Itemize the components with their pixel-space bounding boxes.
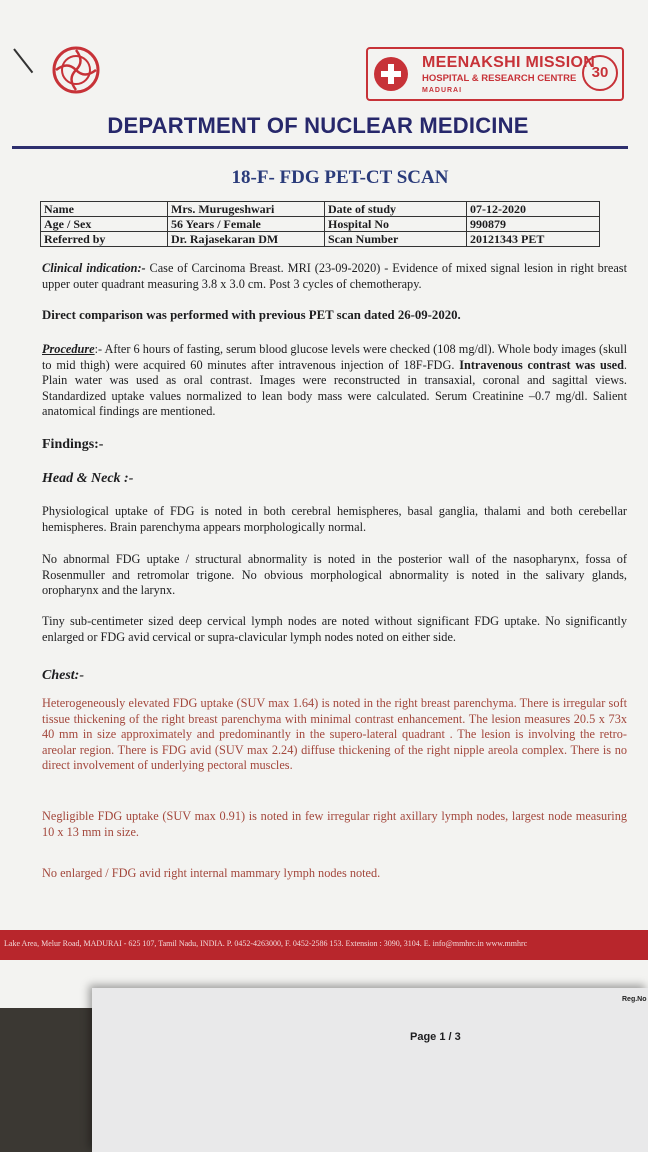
background-surface [0,1008,92,1152]
procedure-text-2: . Plain water was used as oral contrast. Images were reconstructed in transaxial, coronal and sagittal views. Standardized uptake values normalized to lean body mass were calculated. Serum Creatinine –0.7 mg/dl. Salient anatomical findings are mentioned. [42,357,627,418]
head-neck-para-3: Tiny sub-centimeter sized deep cervical lymph nodes are noted without significant FDG uptake. No significantly enlarged or FDG avid cervical or supra-clavicular lymph nodes noted on either side. [42,614,627,644]
hospital-label: Hospital No [325,217,467,232]
hospital-emblem-icon [50,44,102,96]
footer-address: Lake Area, Melur Road, MADURAI - 625 107, Tamil Nadu, INDIA. P. 0452-4263000, F. 0452-2586 153. Extension : 3090, 3104. E. info@mmhrc.in www.mmhrc [4,939,528,948]
head-neck-para-2: No abnormal FDG uptake / structural abnormality is noted in the posterior wall of the nasopharynx, fossa of Rosenmuller and retromolar trigone. No obvious morphological abnormality is noted in the salivary glands, oropharynx and the larynx. [42,552,627,597]
brand-city: MADURAI [422,87,463,94]
pen-mark [13,48,33,73]
chest-para-2: Negligible FDG uptake (SUV max 0.91) is noted in few irregular right axillary lymph nodes, largest node measuring 10 x 13 mm in size. [42,809,627,839]
head-neck-heading: Head & Neck :- [42,471,134,486]
clinical-indication [42,261,627,292]
head-neck-para-1: Physiological uptake of FDG is noted in both cerebral hemispheres, basal ganglia, thalami and both cerebellar hemispheres. Brain parenchyma appears morphologically normal. [42,504,627,534]
name-label: Name [41,202,168,217]
scan-number: 20121343 PET [467,232,600,247]
patient-info-table [40,201,600,247]
referred-label: Referred by [41,232,168,247]
chest-para-3: No enlarged / FDG avid right internal mammary lymph nodes noted. [42,866,381,880]
hospital-number: 990879 [467,217,600,232]
clinical-text: Case of Carcinoma Breast. MRI (23-09-2020) - Evidence of mixed signal lesion in right breast upper outer quadrant measuring 3.8 x 3.0 cm. Post 3 cycles of chemotherapy. [42,261,627,291]
table-row [41,202,600,217]
chest-heading: Chest:- [42,668,84,683]
study-date: 07-12-2020 [467,202,600,217]
procedure [42,342,627,420]
medical-cross-icon [374,57,408,91]
comparison-note: Direct comparison was performed with previous PET scan dated 26-09-2020. [42,308,461,322]
procedure-text-1: :- After 6 hours of fasting, serum blood glucose levels were checked (108 mg/dl). Whole body images (skull to mid thigh) were acquired 60 minutes after intravenous injection of 18F-FDG. [42,342,627,372]
patient-name: Mrs. Murugeshwari [168,202,325,217]
reg-number-label: Reg.No [622,996,647,1003]
age-label: Age / Sex [41,217,168,232]
second-page [92,988,648,1152]
procedure-contrast: Intravenous contrast was used [459,357,624,372]
findings-heading: Findings:- [42,437,104,452]
table-row [41,232,600,247]
brand-subtitle: HOSPITAL & RESEARCH CENTRE [422,73,577,84]
brand-name: MEENAKSHI MISSION [422,54,596,71]
page-number: Page 1 / 3 [410,1031,461,1043]
anniversary-badge: 30 [582,55,618,91]
department-title: DEPARTMENT OF NUCLEAR MEDICINE [107,113,529,138]
scan-label: Scan Number [325,232,467,247]
date-label: Date of study [325,202,467,217]
clinical-label: Clinical indication:- [42,261,146,275]
scan-title: 18-F- FDG PET-CT SCAN [231,167,449,188]
procedure-label: Procedure [42,342,95,356]
referring-doctor: Dr. Rajasekaran DM [168,232,325,247]
chest-para-1: Heterogeneously elevated FDG uptake (SUV max 1.64) is noted in the right breast parenchyma. There is irregular soft tissue thickening of the right breast parenchyma with minimal contrast enhancement. The lesion measures 20.5 x 73x 40 mm in size approximately and predominantly in the supero-lateral quadrant . The lesion is involving the retro-areolar region. There is FDG avid (SUV max 2.24) diffuse thickening of the right nipple areola complex. There is no direct involvement of underlying pectoral muscles. [42,696,627,772]
header-divider [12,146,628,149]
patient-age-sex: 56 Years / Female [168,217,325,232]
table-row [41,217,600,232]
hospital-brand [366,47,624,101]
